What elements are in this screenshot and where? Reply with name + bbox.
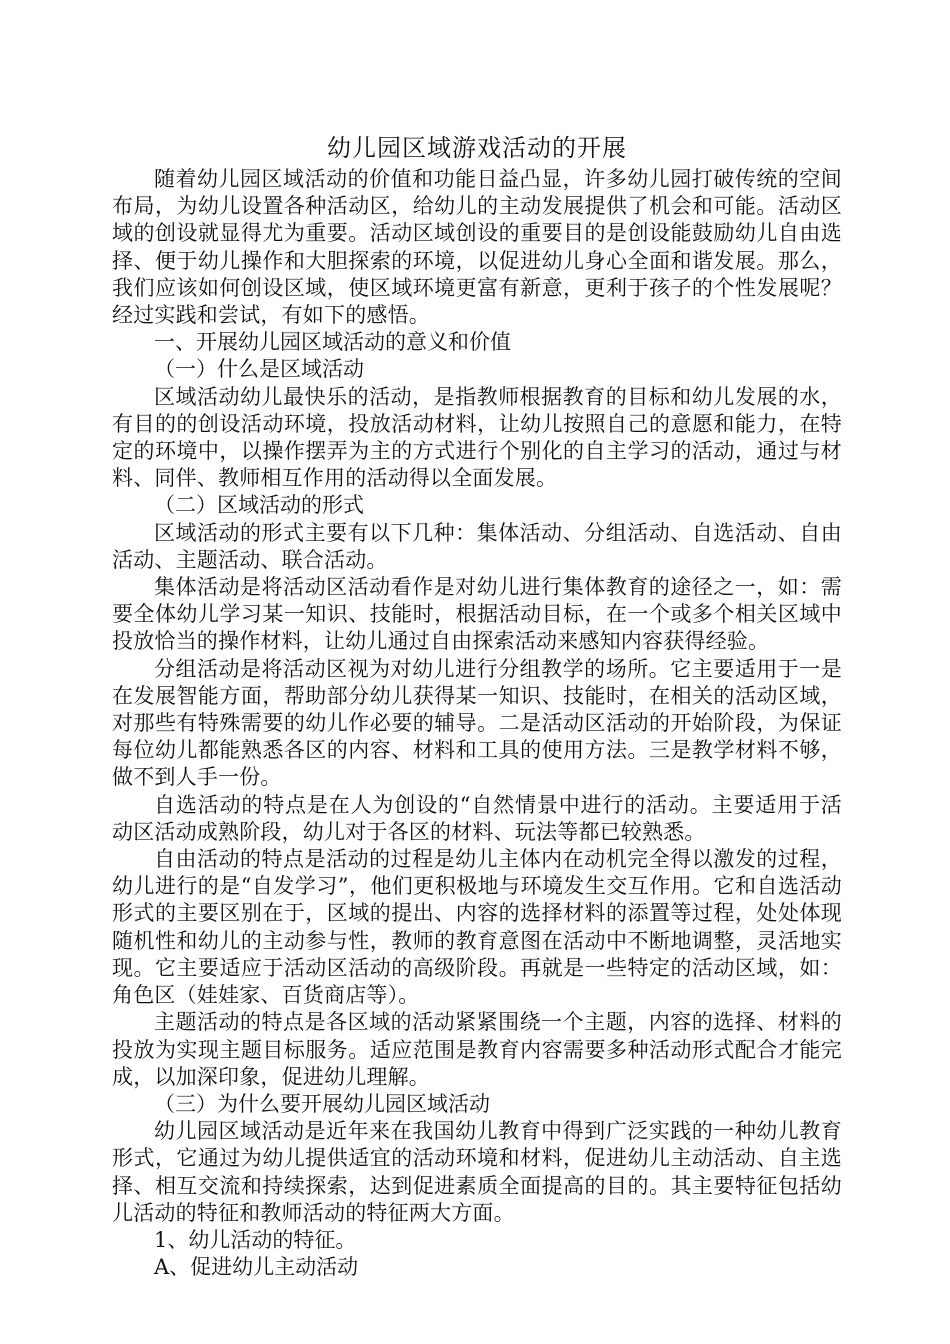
paragraph-forms: 区域活动的形式主要有以下几种：集体活动、分组活动、自选活动、自由活动、主题活动、联合活动。 <box>112 520 842 572</box>
document-title: 幼儿园区域游戏活动的开展 <box>327 134 627 162</box>
list-heading-1: 1、幼儿活动的特征。 <box>154 1227 357 1252</box>
subsection-heading-3: （三）为什么要开展幼儿园区域活动 <box>154 1091 490 1116</box>
paragraph-free-activity: 自由活动的特点是活动的过程是幼儿主体内在动机完全得以激发的过程，幼儿进行的是“自发学习”，他们更积极地与环境发生交互作用。它和自选活动形式的主要区别在于，区域的提出、内容的选择材料的添置等过程，处处体现随机性和幼儿的主动参与性，教师的教育意图在活动中不断地调整，灵活地实现。它主要适应于活动区活动的高级阶段。再就是一些特定的活动区域，如：角色区（娃娃家、百货商店等）。 <box>112 847 842 1008</box>
list-heading-a: A、促进幼儿主动活动 <box>154 1255 359 1280</box>
paragraph-small-group-activity: 分组活动是将活动区视为对幼儿进行分组教学的场所。它主要适用于一是在发展智能方面，帮助部分幼儿获得某一知识、技能时，在相关的活动区域，对那些有特殊需要的幼儿作必要的辅导。二是活动区活动的开始阶段，为保证每位幼儿都能熟悉各区的内容、材料和工具的使用方法。三是教学材料不够，做不到人手一份。 <box>112 656 842 790</box>
paragraph-theme-activity: 主题活动的特点是各区域的活动紧紧围绕一个主题，内容的选择、材料的投放为实现主题目标服务。适应范围是教育内容需要多种活动形式配合才能完成，以加深印象，促进幼儿理解。 <box>112 1010 842 1089</box>
subsection-heading-2: （二）区域活动的形式 <box>154 493 364 518</box>
paragraph-definition: 区域活动幼儿最快乐的活动，是指教师根据教育的目标和幼儿发展的水，有目的的创设活动环境，投放活动材料，让幼儿按照自己的意愿和能力，在特定的环境中，以操作摆弄为主的方式进行个别化的自主学习的活动，通过与材料、同伴、教师相互作用的活动得以全面发展。 <box>112 384 842 491</box>
paragraph-why: 幼儿园区域活动是近年来在我国幼儿教育中得到广泛实践的一种幼儿教育形式，它通过为幼儿提供适宜的活动环境和材料，促进幼儿主动活动、自主选择、相互交流和持续探索，达到促进素质全面提高的目的。其主要特征包括幼儿活动的特征和教师活动的特征两大方面。 <box>112 1119 842 1225</box>
section-heading-1: 一、开展幼儿园区域活动的意义和价值 <box>154 330 511 355</box>
paragraph-selected-activity: 自选活动的特点是在人为创设的“自然情景中进行的活动。主要适用于活动区活动成熟阶段，幼儿对于各区的材料、玩法等都已较熟悉。 <box>112 792 842 844</box>
paragraph-group-activity: 集体活动是将活动区活动看作是对幼儿进行集体教育的途径之一，如：需要全体幼儿学习某一知识、技能时，根据活动目标，在一个或多个相关区域中投放恰当的操作材料，让幼儿通过自由探索活动来感知内容获得经验。 <box>112 575 842 654</box>
paragraph-intro: 随着幼儿园区域活动的价值和功能日益凸显，许多幼儿园打破传统的空间布局，为幼儿设置各种活动区，给幼儿的主动发展提供了机会和可能。活动区域的创设就显得尤为重要。活动区域创设的重要目的是创设能鼓励幼儿自由选择、便于幼儿操作和大胆探索的环境，以促进幼儿身心全面和谐发展。那么，我们应该如何创设区域，使区域环境更富有新意，更利于孩子的个性发展呢？经过实践和尝试，有如下的感悟。 <box>112 167 842 328</box>
document-body <box>112 130 842 1281</box>
subsection-heading-1: （一）什么是区域活动 <box>154 357 364 382</box>
